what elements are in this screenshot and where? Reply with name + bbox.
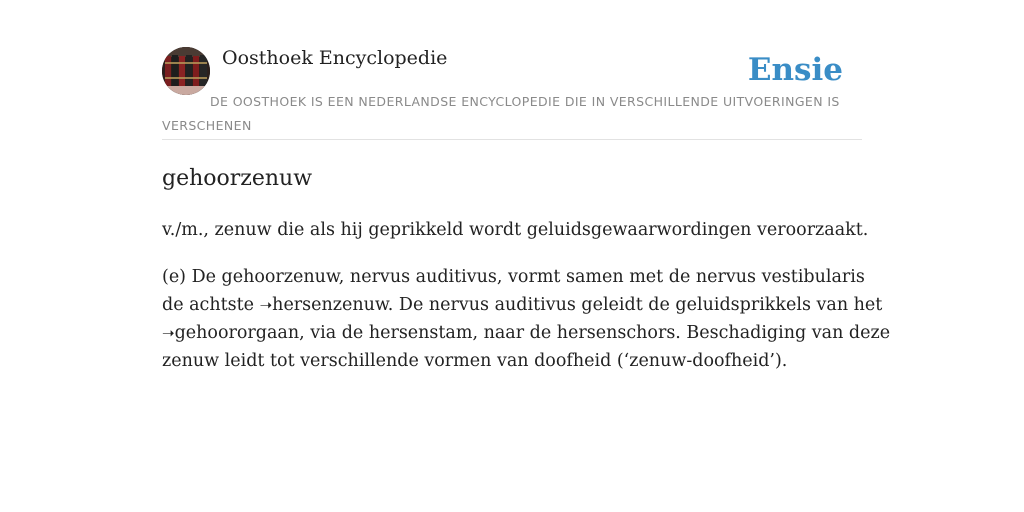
site-tagline: DE OOSTHOEK IS EEN NEDERLANDSE ENCYCLOPEDIE DIE IN VERSCHILLENDE UITVOERINGEN IS VERSCHENEN (162, 94, 840, 133)
encyclopedia-books-icon[interactable] (162, 47, 210, 95)
body-text-segment: . De nervus auditivus geleidt de geluidsprikkels van het (387, 295, 883, 315)
link-gehoororgaan[interactable]: gehoororgaan (174, 323, 300, 343)
body-text-segment: de achtste (162, 295, 260, 315)
site-title[interactable]: Oosthoek Encyclopedie (222, 47, 448, 69)
body-line-1: (e) De gehoorzenuw, nervus auditivus, vormt samen met de nervus vestibularis (162, 267, 865, 287)
body-text-segment: , via de hersenstam, naar de hersenschors. Beschadiging van deze (299, 323, 891, 343)
ensie-logo-link[interactable]: Ensie (747, 52, 843, 88)
body-line-2 (162, 291, 883, 319)
link-hersenzenuw[interactable]: hersenzenuw (272, 295, 388, 315)
cross-reference-arrow-icon: ➝ (259, 296, 273, 314)
entry-body (162, 263, 891, 375)
body-line-4: zenuw leidt tot verschillende vormen van doofheid (‘zenuw-doofheid’). (162, 351, 788, 371)
header-divider (162, 139, 862, 140)
body-line-3 (162, 319, 891, 347)
entry-definition: v./m., zenuw die als hij geprikkeld wordt geluidsgewaarwordingen veroorzaakt. (162, 220, 869, 240)
cross-reference-arrow-icon: ➝ (162, 324, 175, 342)
entry-title: gehoorzenuw (162, 166, 313, 191)
